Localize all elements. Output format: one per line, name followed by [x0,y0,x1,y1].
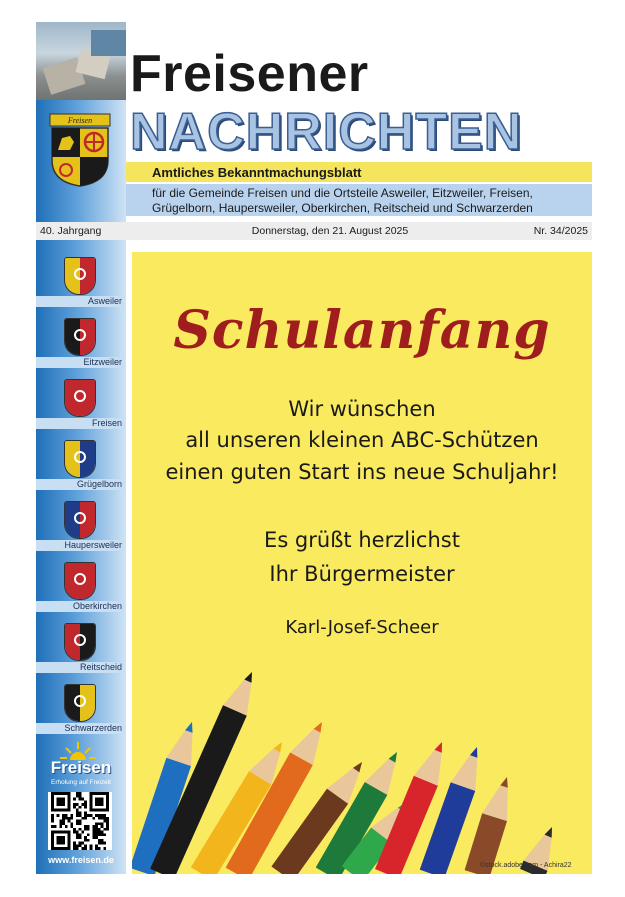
municipality-crest-icon [64,623,96,661]
municipality-reitscheid [36,621,126,676]
mayor-signature: Karl-Josef-Scheer [285,617,439,638]
municipality-label: Asweiler [36,296,124,307]
municipality-label: Eitzweiler [36,357,124,368]
sun-logo-icon [58,740,98,760]
town-photo [36,22,126,100]
description-line-2: Grügelborn, Haupersweiler, Oberkirchen, Reitscheid und Schwarzerden [152,201,533,215]
municipality-haupersweiler [36,499,126,554]
greeting-line-3: einen guten Start ins neue Schuljahr! [165,460,559,484]
municipality-crest-icon [64,379,96,417]
volume-label: 40. Jahrgang [40,225,102,237]
municipality-crest-icon [64,257,96,295]
image-credit: ©stock.adobe.com - Achira22 [480,862,572,869]
municipality-label: Grügelborn [36,479,124,490]
greeting-line-1: Wir wünschen [288,397,436,421]
description-line-1: für die Gemeinde Freisen und die Ortsteile Asweiler, Eitzweiler, Freisen, [152,186,533,200]
issue-number: Nr. 34/2025 [533,225,588,237]
greeting-line-5: Ihr Bürgermeister [269,562,455,586]
municipality-label: Haupersweiler [36,540,124,551]
newspaper-title: Freisener [130,45,369,103]
municipality-label: Oberkirchen [36,601,124,612]
freisen-crest-icon [48,112,112,188]
website-link[interactable]: www.freisen.de [48,855,114,865]
municipality-grügelborn [36,438,126,493]
municipality-freisen [36,377,126,432]
official-gazette-label: Amtliches Bekanntmachungsblatt [152,165,362,180]
municipality-crest-icon [64,684,96,722]
logo-tagline: Erholung auf Freizeit [51,779,111,786]
municipality-crest-icon [64,562,96,600]
municipality-crest-icon [64,501,96,539]
municipality-oberkirchen [36,560,126,615]
qr-code-icon[interactable] [48,792,112,850]
municipality-label: Schwarzerden [36,723,124,734]
greeting-line-4: Es grüßt herzlichst [264,528,460,552]
municipality-crest-icon [64,318,96,356]
greeting-line-2: all unseren kleinen ABC-Schützen [185,428,539,452]
municipality-label: Reitscheid [36,662,124,673]
svg-text:Freisen: Freisen [67,116,93,125]
municipality-crest-icon [64,440,96,478]
newspaper-subtitle: NACHRICHTEN [130,103,523,161]
municipality-eitzweiler [36,316,126,371]
municipality-asweiler [36,255,126,310]
municipality-label: Freisen [36,418,124,429]
freisen-logo-text: Freisen [50,758,112,777]
issue-date: Donnerstag, den 21. August 2025 [251,225,409,237]
municipality-schwarzerden [36,682,126,737]
poster-headline: Schulanfang [173,300,551,361]
